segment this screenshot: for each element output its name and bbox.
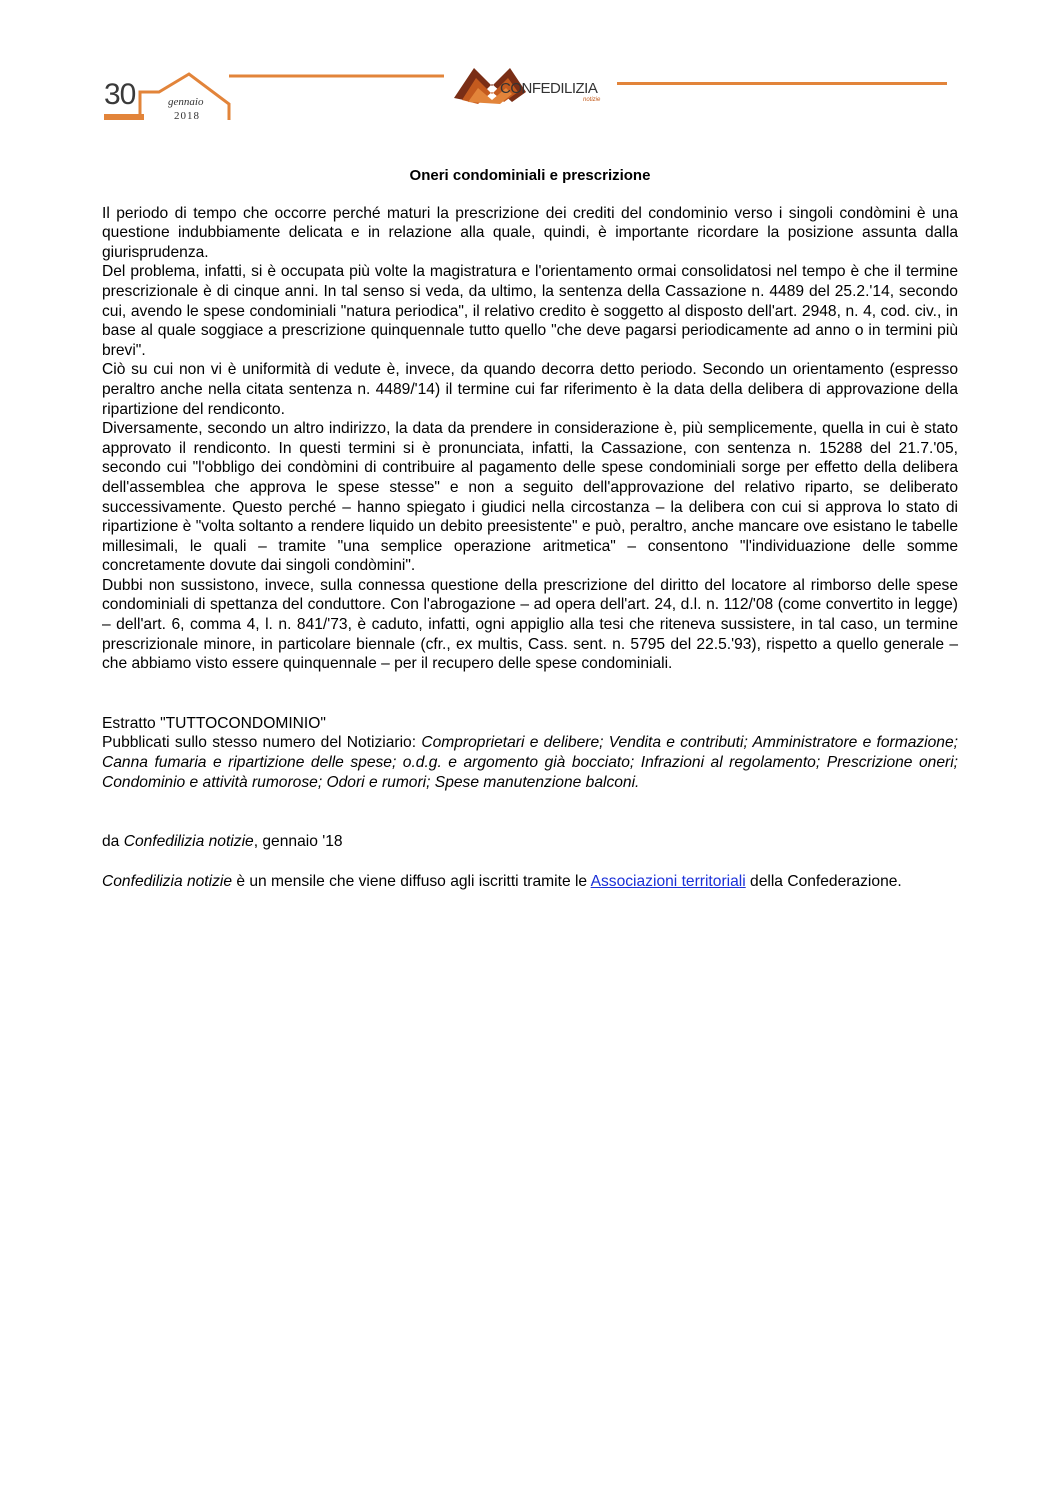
extract-label: Estratto "TUTTOCONDOMINIO" [102, 714, 326, 732]
issue-day: 30 [104, 78, 136, 111]
header-divider [617, 82, 947, 85]
logo-wordmark: CONFEDILIZIA [500, 80, 598, 97]
published-items: Comproprietari e delibere; Vendita e contributi; Amministratore e formazione; Canna fumaria e ripartizione delle spese; o.d.g. e argomento già bocciato; Infrazioni al regolamento; Prescrizione oneri; Condominio e attività rumorose; Odori e rumori; Spese manutenzione balconi. [102, 734, 958, 791]
footer-note [102, 872, 958, 892]
logo-subtitle: notizie [583, 97, 601, 103]
issue-month: gennaio [168, 96, 204, 108]
source-suffix: , gennaio '18 [253, 833, 343, 851]
spacer [102, 852, 958, 872]
issue-date [104, 70, 444, 130]
footer-text-after: della Confederazione. [745, 872, 902, 890]
article-paragraph-4: Diversamente, secondo un altro indirizzo, la data da prendere in considerazione è, più semplicemente, quella in cui è stato approvato il rendiconto. In questi termini si è pronunciata, infatti, la Cassazione, con sentenza n. 15288 del 21.7.'05, secondo cui "l'obbligo dei condòmini di contribuire al pagamento delle spese condominiali sorge per effetto della delibera dell'assemblea che approva le spese stesse" e non a seguito dell'approvazione del relativo riparto, se deliberato successivamente. Questo perché – hanno spiegato i giudici nella circostanza – la delibera con cui si approva lo stato di ripartizione è "volta soltanto a rendere liquido un debito preesistente" e può, peraltro, anche mancare ove esistano le tabelle millesimali, le quali – tramite "una semplice operazione aritmetica" – consentono "l'individuazione delle somme concretamente dovute dai singoli condòmini". [102, 420, 958, 575]
spacer [102, 792, 958, 832]
article-title: Oneri condominiali e prescrizione [409, 167, 651, 184]
issue-year: 2018 [174, 110, 200, 122]
source-prefix: da [102, 833, 124, 851]
article-body [102, 166, 958, 891]
article-paragraph-1: Il periodo di tempo che occorre perché maturi la prescrizione dei crediti del condominio verso i singoli condòmini è una questione indubbiamente delicata e in relazione alla quale, quindi, è importante ricordare la posizione assunta dalla giurisprudenza. [102, 204, 958, 261]
source-publication: Confedilizia notizie [123, 833, 254, 851]
footer-publication: Confedilizia notizie [102, 872, 233, 890]
associazioni-territoriali-link[interactable]: Associazioni territoriali [590, 872, 746, 890]
published-prefix: Pubblicati sullo stesso numero del Notiziario: [102, 734, 422, 752]
published-list [102, 733, 958, 792]
source-line [102, 832, 958, 852]
article-paragraph-2: Del problema, infatti, si è occupata più volte la magistratura e l'orientamento ormai consolidatosi nel tempo è che il termine prescrizionale è di cinque anni. In tal senso si veda, da ultimo, la sentenza della Cassazione n. 4489 del 25.2.'14, secondo cui, avendo le spese condominiali "natura periodica", il relativo credito è soggetto al disposto dell'art. 2948, n. 4, cod. civ., in base al quale soggiace a prescrizione quinquennale tutto quello "che deve pagarsi periodicamente ad anno o in termini più brevi". [102, 263, 958, 359]
spacer [102, 674, 958, 714]
footer-text-before: è un mensile che viene diffuso agli iscritti tramite le [232, 872, 591, 890]
article-paragraph-5: Dubbi non sussistono, invece, sulla connessa questione della prescrizione del diritto del locatore al rimborso delle spese condominiali di spettanza del conduttore. Con l'abrogazione – ad opera dell'art. 24, d.l. n. 112/'08 (come convertito in legge) – dell'art. 6, comma 4, l. n. 841/'73, è caduto, infatti, ogni appiglio alla tesi che riteneva sussistere, in tal caso, un termine prescrizionale minore, in particolare biennale (cfr., ex multis, Cass. sent. n. 5795 del 22.5.'93), rispetto a quello generale – che abbiamo visto essere quinquennale – per il recupero delle spese condominiali. [102, 576, 958, 673]
page-header [0, 0, 1058, 140]
article-paragraph-3: Ciò su cui non vi è uniformità di vedute è, invece, da quando decorra detto periodo. Secondo un orientamento (espresso peraltro anche nella citata sentenza n. 4489/'14) il termine cui far riferimento è la data della delibera di approvazione della ripartizione del rendiconto. [102, 361, 958, 418]
